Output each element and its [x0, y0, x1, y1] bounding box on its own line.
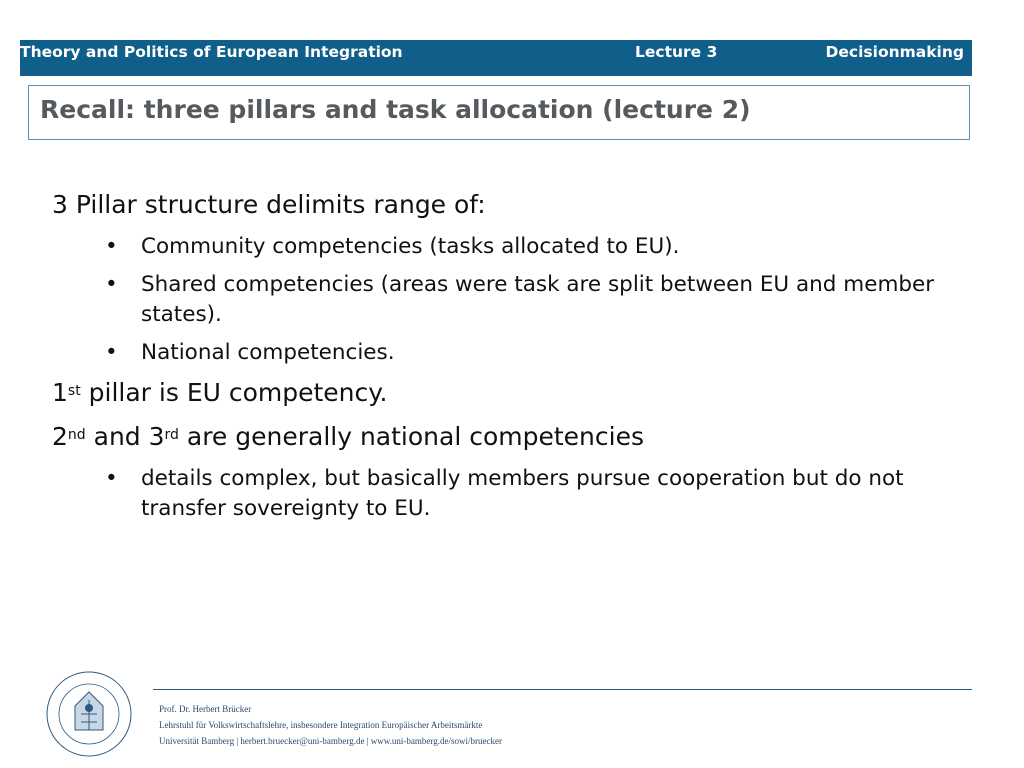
pillar2-num: 2 [52, 422, 68, 451]
pillar1-rest: pillar is EU competency. [80, 378, 388, 407]
pillar1-num: 1 [52, 378, 68, 407]
competency-list [52, 232, 982, 368]
list-item-text: National competencies. [141, 340, 395, 365]
list-item-text: details complex, but basically members pursue cooperation but do not transfer sovereignty to EU. [141, 466, 904, 521]
details-list [52, 464, 982, 524]
bullet-icon: • [105, 234, 118, 259]
list-item-text: Community competencies (tasks allocated to EU). [141, 234, 680, 259]
list-item [52, 464, 982, 524]
list-item [52, 232, 982, 262]
slide-title: Recall: three pillars and task allocation (lecture 2) [40, 95, 751, 124]
list-item-text: Shared competencies (areas were task are split between EU and member states). [141, 272, 935, 327]
list-item [52, 270, 982, 330]
bullet-icon: • [105, 340, 118, 365]
bullet-icon: • [105, 272, 118, 297]
slide-content [52, 188, 982, 532]
pillar2-sup: nd [67, 427, 86, 443]
pillar23-text [52, 420, 982, 454]
intro-text: 3 Pillar structure delimits range of: [52, 190, 486, 219]
pillar1-text [52, 376, 982, 410]
lecture-topic: Decisionmaking [825, 43, 964, 61]
pillar3-num: and 3 [85, 422, 165, 451]
course-title: Theory and Politics of European Integration [20, 43, 403, 61]
list-item [52, 338, 982, 368]
bullet-icon: • [105, 466, 118, 491]
pillar23-rest: are generally national competencies [178, 422, 644, 451]
footer-chair: Lehrstuhl für Volkswirtschaftslehre, insbesondere Integration Europäischer Arbeitsmärkte [159, 720, 483, 730]
university-seal-logo [45, 670, 133, 758]
footer-contact: Universität Bamberg | herbert.bruecker@uni-bamberg.de | www.uni-bamberg.de/sowi/bruecker [159, 736, 502, 746]
pillar1-sup: st [67, 383, 81, 399]
footer-rule [153, 689, 972, 690]
pillar3-sup: rd [164, 427, 179, 443]
slide-title-box [28, 85, 970, 140]
footer-name: Prof. Dr. Herbert Brücker [159, 704, 252, 714]
lecture-number: Lecture 3 [635, 43, 718, 61]
header-bar [20, 40, 972, 76]
